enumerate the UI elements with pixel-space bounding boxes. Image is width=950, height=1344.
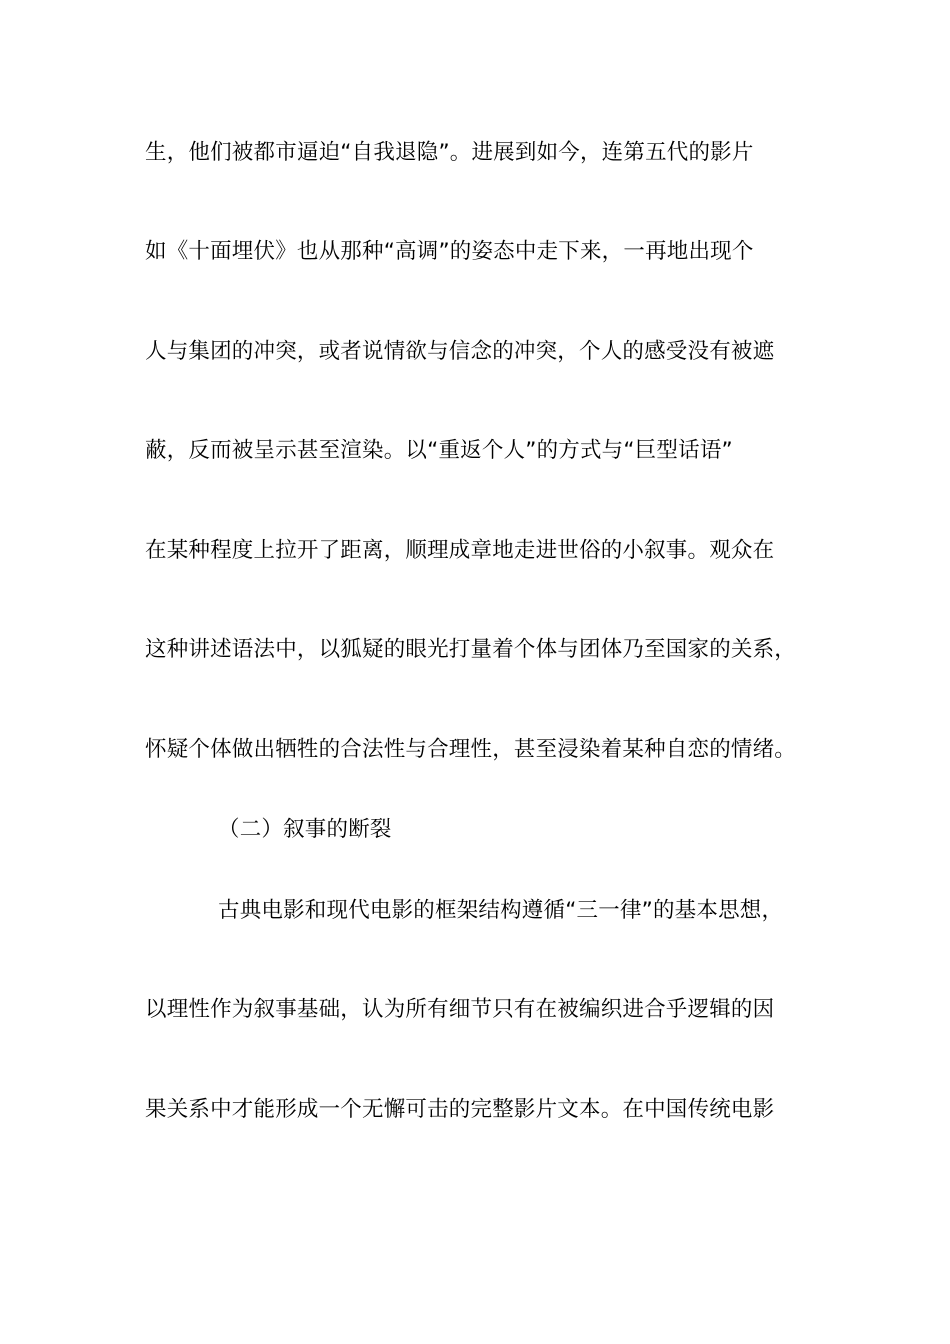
text-line: 在某种程度上拉开了距离，顺理成章地走进世俗的小叙事。观众在 bbox=[145, 538, 775, 563]
text-line: 以理性作为叙事基础，认为所有细节只有在被编织进合乎逻辑的因 bbox=[145, 997, 775, 1022]
text-line: 怀疑个体做出牺牲的合法性与合理性，甚至浸染着某种自恋的情绪。 bbox=[145, 737, 797, 762]
text-line: 人与集团的冲突，或者说情欲与信念的冲突，个人的感受没有被遮 bbox=[145, 339, 775, 364]
section-heading: （二）叙事的断裂 bbox=[218, 817, 392, 842]
text-line: 古典电影和现代电影的框架结构遵循“三一律”的基本思想， bbox=[218, 898, 784, 923]
text-line: 生，他们被都市逼迫“自我退隐”。进展到如今，连第五代的影片 bbox=[145, 140, 754, 165]
text-line: 如《十面埋伏》也从那种“高调”的姿态中走下来，一再地出现个 bbox=[145, 239, 754, 264]
text-line: 这种讲述语法中，以狐疑的眼光打量着个体与团体乃至国家的关系， bbox=[145, 637, 797, 662]
text-line: 蔽，反而被呈示甚至渲染。以“重返个人”的方式与“巨型话语” bbox=[145, 438, 733, 463]
text-line: 果关系中才能形成一个无懈可击的完整影片文本。在中国传统电影 bbox=[145, 1097, 775, 1122]
